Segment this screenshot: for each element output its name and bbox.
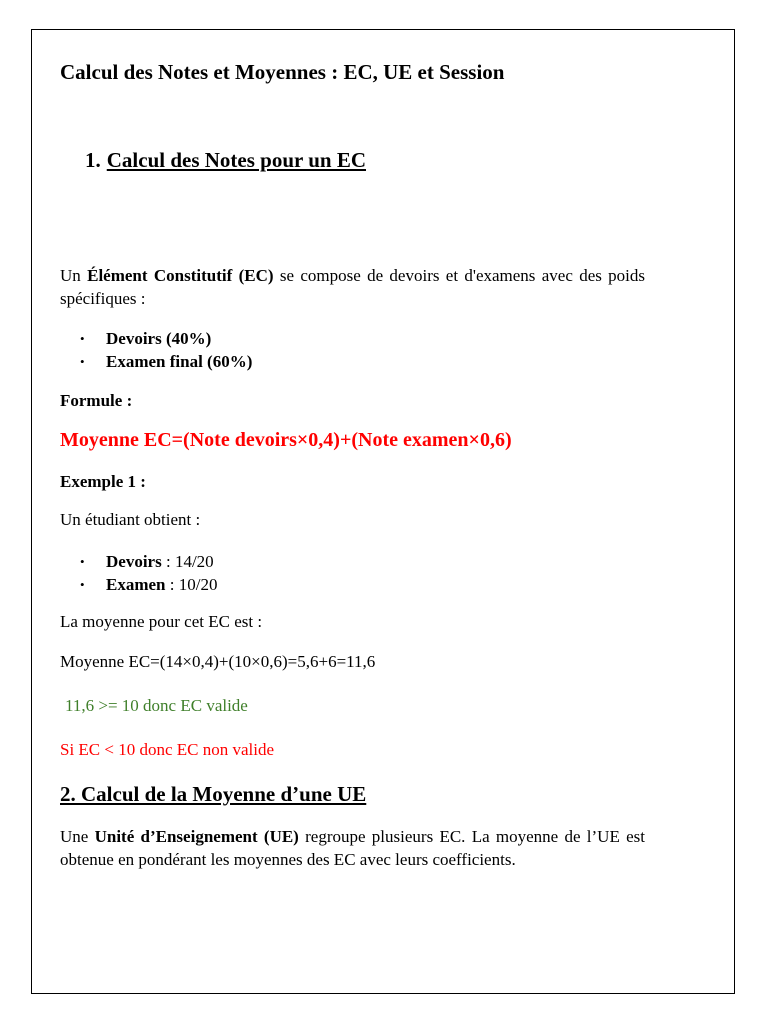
formula-text: Moyenne EC=(Note devoirs×0,4)+(Note examen×0,6) [60, 429, 512, 451]
weights-list [60, 327, 252, 373]
ue-intro-bold: Unité d’Enseignement (UE) [94, 827, 299, 846]
list-item [60, 350, 252, 373]
example-examen-label: Examen [106, 575, 166, 594]
result-intro: La moyenne pour cet EC est : [60, 612, 263, 631]
calculation-text: Moyenne EC=(14×0,4)+(10×0,6)=5,6+6=11,6 [60, 652, 376, 671]
ec-intro-before: Un [60, 266, 88, 285]
ue-intro-before: Une [60, 827, 95, 846]
example-list [60, 550, 217, 596]
example-devoirs-value: : 14/20 [161, 552, 214, 571]
ec-intro-bold: Élément Constitutif (EC) [87, 266, 274, 285]
section-2-heading: 2. Calcul de la Moyenne d’une UE [60, 782, 367, 806]
ue-intro-paragraph [60, 825, 645, 871]
example-examen-value: : 10/20 [165, 575, 218, 594]
list-item [60, 573, 217, 596]
section-1-heading-text: Calcul des Notes pour un EC [106, 148, 366, 172]
weight-examen: Examen final (60%) [106, 352, 253, 371]
weight-devoirs: Devoirs (40%) [106, 329, 212, 348]
document-title: Calcul des Notes et Moyennes : EC, UE et Session [60, 60, 505, 84]
ec-intro-after: se compose de devoirs et d'examens avec des poids spécifiques : [60, 266, 646, 308]
list-item [60, 327, 252, 350]
ec-intro-paragraph [60, 264, 645, 310]
section-1-number: 1. [85, 148, 101, 172]
valid-text: 11,6 >= 10 donc EC valide [65, 696, 248, 715]
example-intro: Un étudiant obtient : [60, 510, 201, 529]
list-item [60, 550, 217, 573]
invalid-text: Si EC < 10 donc EC non valide [60, 740, 275, 759]
ue-intro-after: regroupe plusieurs EC. La moyenne de l’UE est obtenue en pondérant les moyennes des EC avec leurs coefficients. [60, 827, 645, 869]
example-devoirs-label: Devoirs [106, 552, 162, 571]
formula-label: Formule : [60, 391, 133, 410]
section-1-heading [85, 148, 366, 173]
example-label: Exemple 1 : [60, 472, 146, 491]
